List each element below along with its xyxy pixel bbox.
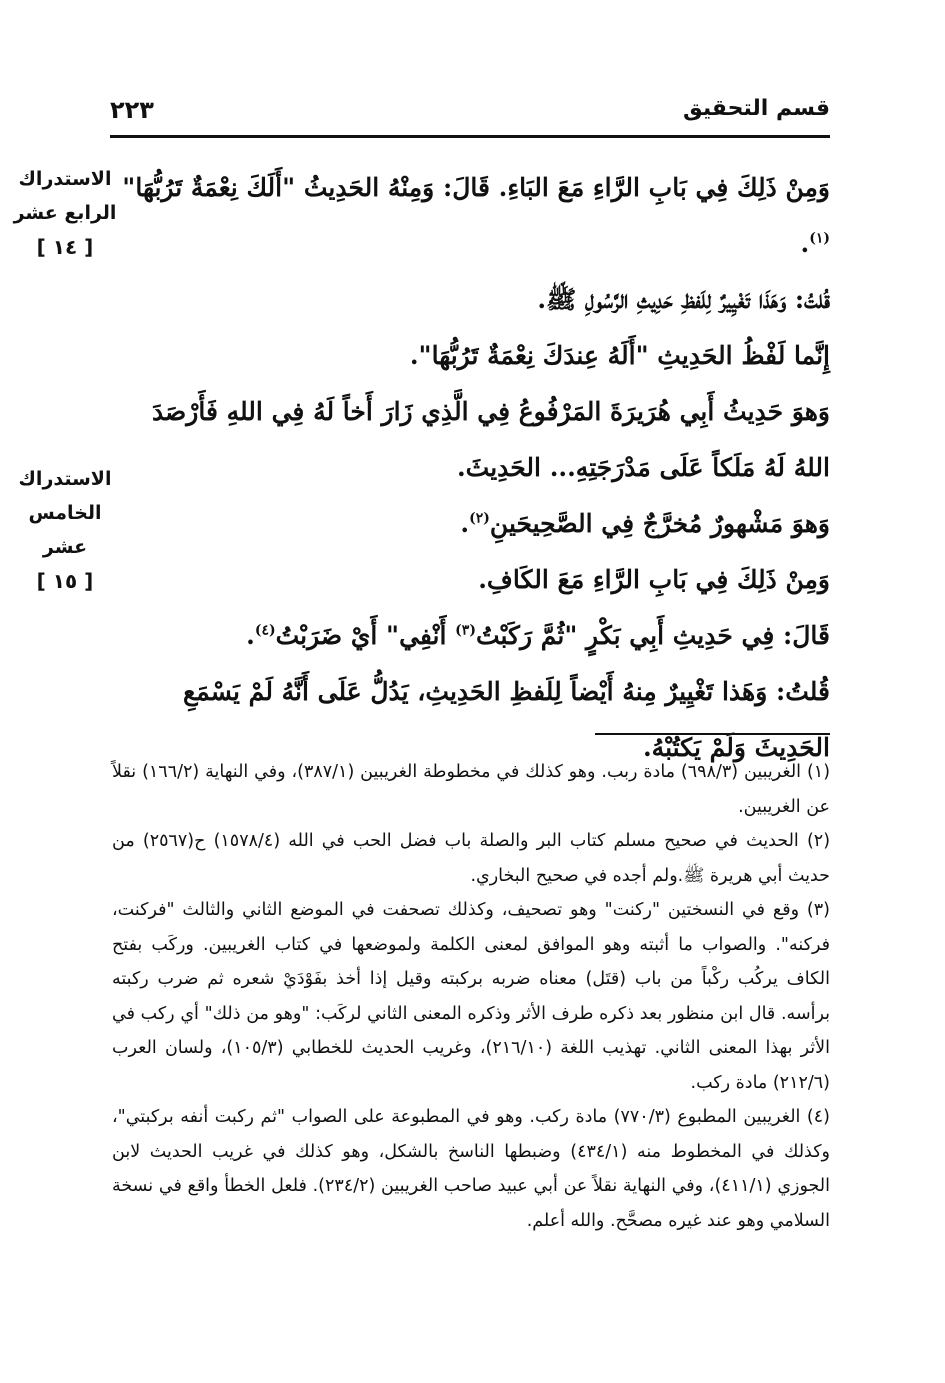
footnote-ref[interactable]: (١) — [809, 230, 830, 247]
footnote-ref[interactable]: (٢) — [469, 510, 490, 527]
footnote: (٣) وقع في النسختين "ركنت" وهو تصحيف، وكذلك تصحفت في الموضع الثاني والثالث "فركنت، فركنه". والصواب ما أثبته وهو الموافق لمعنى الكلمة ولموضعها في كتاب الغريبين. وركَب بفتح الكاف يركُب ركْباً من باب (قتَل) معناه ضربه بركبته وقيل إذا أخذ بفَوْدَيْ شعره ثم ضرب ركبته برأسه. قال ابن منظور بعد ذكره طرف الأثر وذكره المعنى الثاني لركَب: "وهو من ذلك" أي ركب في الأثر بهذا المعنى الثاني. تهذيب اللغة (٢١٦/١٠)، وغريب الحديث للخطابي (١٠٥/٣)، ولسان العرب (٢١٢/٦) مادة ركب. — [112, 900, 830, 1093]
page-number: ٢٢٣ — [110, 96, 154, 124]
paragraph: وَمِنْ ذَلِكَ فِي بَابِ الرَّاءِ مَعَ البَاءِ. قَالَ: وَمِنْهُ الحَدِيثُ "أَلَكَ نِعْمَةٌ تَرُبُّهَا"$^{(١)}$. — [122, 173, 830, 258]
footnote-ref[interactable]: (٤) — [254, 622, 276, 639]
margin-note-label: الاستدراك — [18, 468, 112, 490]
footnote-separator — [595, 733, 830, 735]
footnote: (٤) الغريبين المطبوع (٧٧٠/٣) مادة ركب. وهو في المطبوعة على الصواب "ثم ركبت أنفه بركبتي"، وكذلك في المخطوط منه (٤٣٤/١) وضبطها الناسخ بالشكل، وهو كذلك في غريب الحديث لابن الجوزي (٤١١/١)، وفي النهاية نقلاً عن أبي عبيد صاحب الغريبين (٢٣٤/٢). فلعل الخطأ واقع في نسخة السلامي وهو عند غيره مصحَّح. والله أعلم. — [112, 1107, 831, 1231]
paragraph: قَالَ: فِي حَدِيثِ أَبِي بَكْرٍ "ثُمَّ رَكَبْتُ$^{(٣)}$ أَنْفِي" أَيْ ضَرَبْتُ$^{(٤)}$. — [246, 621, 830, 650]
paragraph: وَمِنْ ذَلِكَ فِي بَابِ الرَّاءِ مَعَ الكَافِ. — [478, 565, 830, 594]
section-title: قسم التحقيق — [683, 96, 830, 121]
footnote: (٢) الحديث في صحيح مسلم كتاب البر والصلة باب فضل الحب في الله (١٥٧٨/٤) ح(٢٥٦٧) من حديث أبي هريرة ﷺ.ولم أجده في صحيح البخاري. — [112, 831, 831, 886]
footnote: (١) الغريبين (٦٩٨/٣) مادة ربب. وهو كذلك في مخطوطة الغريبين (٣٨٧/١)، وفي النهاية (١٦٦/٢) نقلاً عن الغريبين. — [112, 762, 831, 817]
page-header — [110, 90, 830, 138]
margin-note-ordinal: الرابع عشر — [13, 202, 117, 224]
margin-note-label: الاستدراك — [18, 168, 112, 190]
paragraph: وَهوَ حَدِيثُ أَبِي هُرَيرَةَ المَرْفُوعُ فِي الَّذِي زَارَ أَخاً لَهُ فِي اللهِ فَأَرْصَدَ اللهُ لَهُ مَلَكاً عَلَى مَدْرَجَتِهِ... الحَدِيثَ. — [151, 397, 830, 482]
paragraph: قُلتُ: وَهَذَا تَغْيِيرٌ لِلَفظِ حَدِيثِ الرَّسُولِ ﷺ. — [537, 285, 830, 314]
margin-note-number: [ ١٥ ] — [36, 569, 94, 593]
footnotes — [112, 755, 830, 1238]
margin-note-15 — [10, 462, 120, 598]
paragraph: قُلتُ: وَهَذا تَغْيِيرٌ مِنهُ أَيْضاً لِلَفظِ الحَدِيثِ، يَدُلُّ عَلَى أَنَّهُ لَمْ يَسْمَعِ الحَدِيثَ وَلَمْ يَكتُبْهُ. — [182, 677, 830, 762]
main-text — [112, 160, 830, 776]
footnote-ref[interactable]: (٣) — [455, 622, 476, 639]
paragraph: إِنَّما لَفْظُ الحَدِيثِ "أَلَهُ عِندَكَ نِعْمَةٌ تَرُبُّهَا". — [409, 341, 830, 370]
margin-note-14 — [10, 162, 120, 264]
paragraph: وَهوَ مَشْهورٌ مُخرَّجٌ فِي الصَّحِيحَينِ$^{(٢)}$. — [460, 509, 830, 538]
margin-note-ordinal: الخامس عشر — [28, 502, 102, 558]
margin-note-number: [ ١٤ ] — [36, 235, 94, 259]
